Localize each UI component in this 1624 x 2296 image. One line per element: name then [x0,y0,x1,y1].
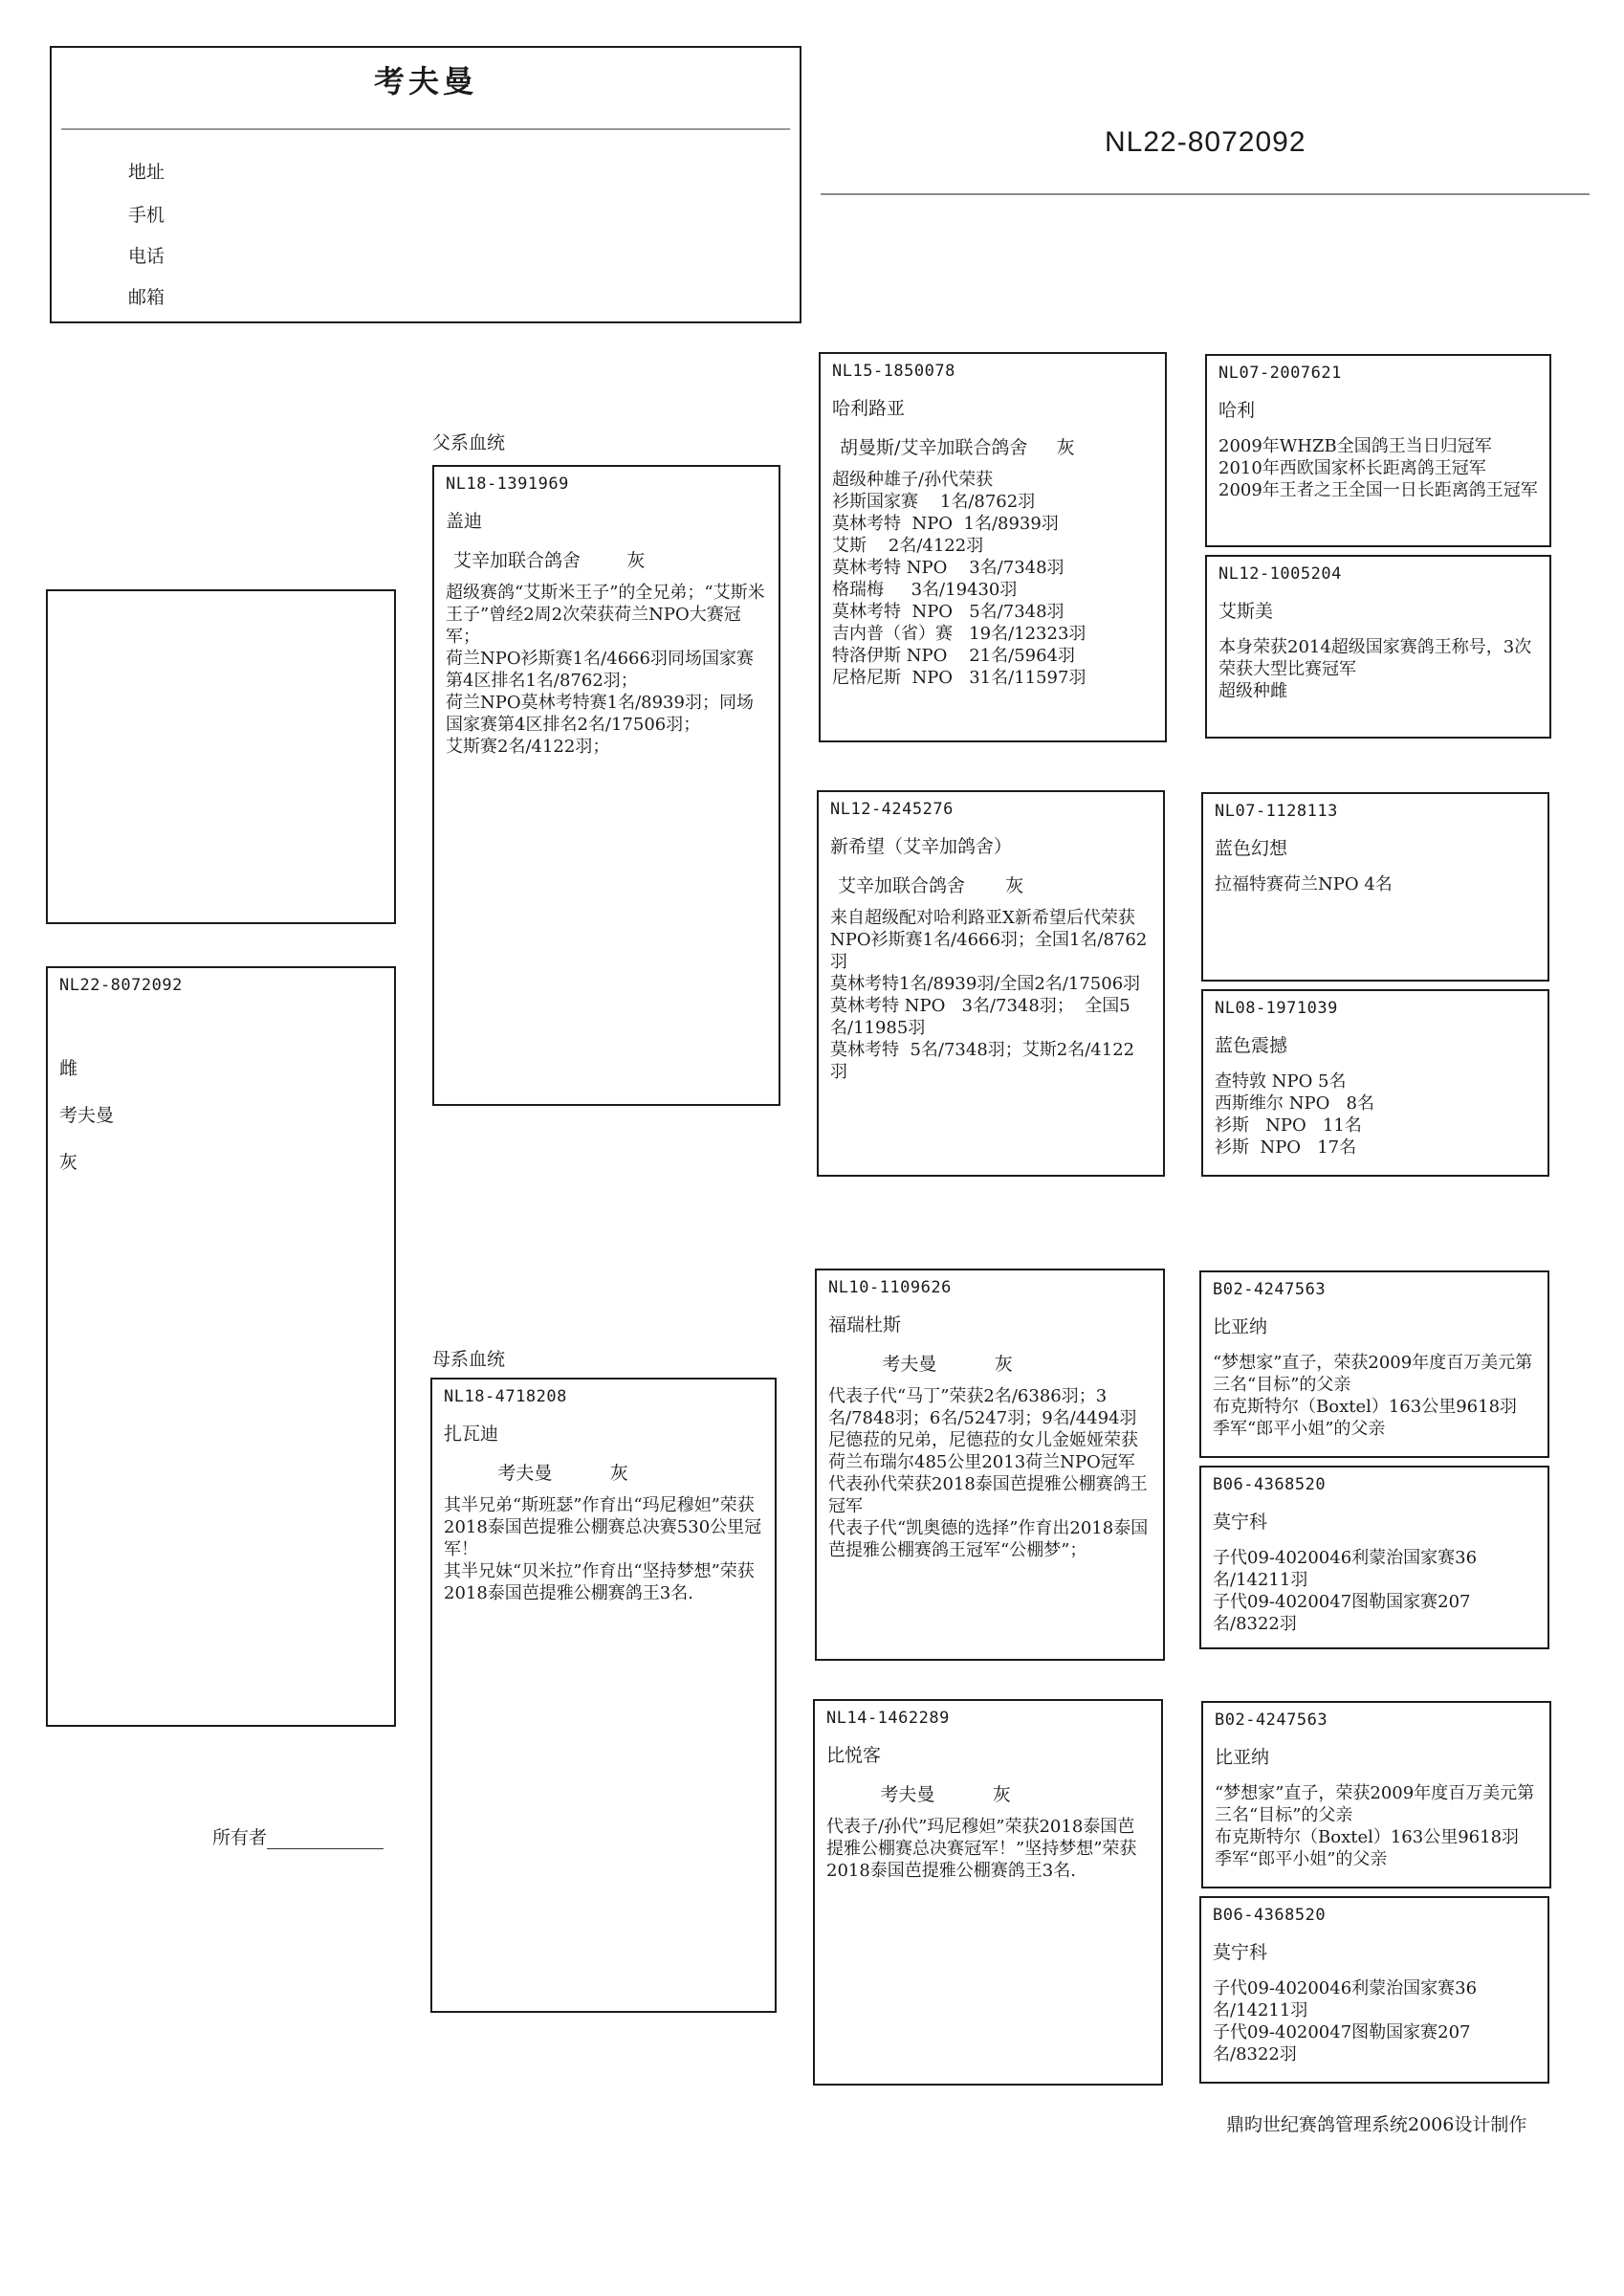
header-box [50,46,801,323]
ddd-line: 子代09-4020047图勒国家赛207名/8322羽 [1213,2022,1471,2064]
ssd-line: 本身荣获2014超级国家赛鸽王称号，3次荣获大型比赛冠军 [1218,637,1532,679]
ds-name: 福瑞杜斯 [828,1314,902,1336]
dam-sire-card [815,1269,1165,1661]
owner-label: 所有者 [212,1827,268,1848]
dss-line: 布克斯特尔（Boxtel）163公里9618羽 [1213,1397,1518,1417]
photo-frame [46,589,396,924]
dds-line: 季军“郎平小姐”的父亲 [1215,1849,1388,1869]
dds-line: 布克斯特尔（Boxtel）163公里9618羽 [1215,1827,1520,1847]
ss-line: 艾斯 2名/4122羽 [832,536,984,556]
ss-owner: 胡曼斯/艾辛加联合鸽舍 灰 [840,437,1075,458]
sdd-line: 衫斯 NPO 17名 [1215,1137,1357,1158]
ssd-name: 艾斯美 [1218,601,1274,622]
dam-line: 其半兄妹“贝米拉”作育出“坚持梦想”荣获2018泰国芭提雅公棚赛鸽王3名. [444,1561,755,1603]
sire-owner: 艾辛加联合鸽舍 灰 [453,550,646,571]
dss-line: “梦想家”直子，荣获2009年度百万美元第三名“目标”的父亲 [1213,1353,1533,1395]
email-label: 邮箱 [128,287,165,308]
subject-color: 灰 [59,1152,78,1173]
owner-line [212,1823,384,1849]
sd-line: 来自超级配对哈利路亚X新希望后代荣获 [830,908,1135,928]
dds-card [1201,1701,1551,1888]
dss-line: 季军“郎平小姐”的父亲 [1213,1419,1386,1439]
dd-name: 比悦客 [826,1745,882,1766]
owner-title: 考夫曼 [373,63,477,99]
sds-ring: NL07-1128113 [1215,802,1338,821]
ss-line: 衫斯国家赛 1名/8762羽 [832,492,1036,512]
ddd-card [1199,1896,1549,2084]
sire-name: 盖迪 [446,511,483,532]
owner-blank [267,1831,384,1849]
header-divider [61,128,790,130]
ss-ring: NL15-1850078 [832,362,955,381]
ds-owner: 考夫曼 灰 [836,1354,1013,1375]
ring-underline [821,193,1590,195]
sdd-line: 西斯维尔 NPO 8名 [1215,1093,1374,1114]
dd-owner: 考夫曼 灰 [834,1784,1011,1805]
sss-line: 2009年WHZB全国鸽王当日归冠军 [1218,436,1492,456]
sire-line: 超级赛鸽“艾斯米王子”的全兄弟；“艾斯米王子”曾经2周2次荣获荷兰NPO大赛冠军； [446,583,765,647]
dd-line: 代表子/孙代”玛尼穆妲”荣获2018泰国芭提雅公棚赛总决赛冠军！”坚持梦想”荣获2018泰国芭提雅公棚赛鸽王3名. [826,1817,1137,1881]
dam-name: 扎瓦迪 [444,1424,499,1445]
subject-name: 考夫曼 [59,1105,115,1126]
sire-ring: NL18-1391969 [446,475,569,494]
sdd-name: 蓝色震撼 [1215,1035,1288,1056]
dds-ring: B02-4247563 [1215,1711,1328,1730]
ssd-ring: NL12-1005204 [1218,564,1342,584]
ds-line: 代表孙代荣获2018泰国芭提雅公棚赛鸽王冠军 [828,1474,1148,1516]
dsd-ring: B06-4368520 [1213,1475,1327,1494]
sds-line: 拉福特赛荷兰NPO 4名 [1215,874,1393,894]
dsd-card [1199,1466,1549,1649]
dsd-line: 子代09-4020047图勒国家赛207名/8322羽 [1213,1592,1471,1634]
ss-line: 特洛伊斯 NPO 21名/5964羽 [832,646,1076,666]
subject-card [46,966,396,1727]
sire-dam-card [817,790,1165,1177]
sdd-line: 查特敦 NPO 5名 [1215,1071,1347,1092]
ss-line: 莫林考特 NPO 1名/8939羽 [832,514,1059,534]
sd-name: 新希望（艾辛加鸽舍） [830,836,1013,857]
ss-line: 莫林考特 NPO 3名/7348羽 [832,558,1064,578]
sdd-ring: NL08-1971039 [1215,999,1338,1018]
dam-section-label: 母系血统 [432,1349,506,1370]
dsd-name: 莫宁科 [1213,1512,1268,1533]
subject-ring: NL22-8072092 [59,976,183,995]
sd-owner: 艾辛加联合鸽舍 灰 [838,875,1024,896]
sire-line: 艾斯赛2名/4122羽； [446,737,610,757]
ddd-ring: B06-4368520 [1213,1906,1327,1925]
ss-line: 尼格尼斯 NPO 31名/11597羽 [832,668,1086,688]
ssd-card [1205,555,1551,739]
address-label: 地址 [128,162,165,183]
sds-name: 蓝色幻想 [1215,838,1288,859]
dsd-line: 子代09-4020046利蒙治国家赛36名/14211羽 [1213,1548,1478,1590]
dam-ring: NL18-4718208 [444,1387,567,1406]
sds-card [1201,792,1549,982]
mobile-label: 手机 [128,205,165,226]
sss-ring: NL07-2007621 [1218,364,1342,383]
sdd-card [1201,989,1549,1177]
ds-line: 尼德菈的兄弟，尼德菈的女儿金姬娅荣获荷兰布瑞尔485公里2013荷兰NPO冠军 [828,1430,1138,1472]
dss-name: 比亚纳 [1213,1316,1268,1337]
dss-card [1199,1270,1549,1458]
subject-sex: 雌 [59,1058,78,1079]
sss-line: 2010年西欧国家杯长距离鸽王冠军 [1218,458,1486,478]
ss-name: 哈利路亚 [832,398,906,419]
sdd-line: 衫斯 NPO 11名 [1215,1115,1362,1136]
ds-ring: NL10-1109626 [828,1278,952,1297]
sire-line: 荷兰NPO莫林考特赛1名/8939羽；同场国家赛第4区排名2名/17506羽； [446,693,754,735]
ssd-line: 超级种雌 [1218,681,1287,701]
sire-line: 荷兰NPO衫斯赛1名/4666羽同场国家赛第4区排名1名/8762羽； [446,649,754,691]
dds-line: “梦想家”直子，荣获2009年度百万美元第三名“目标”的父亲 [1215,1783,1535,1825]
ss-line: 格瑞梅 3名/19430羽 [832,580,1018,600]
sd-line: 莫林考特1名/8939羽/全国2名/17506羽 [830,974,1141,994]
sss-name: 哈利 [1218,400,1256,421]
dd-ring: NL14-1462289 [826,1709,950,1728]
sire-section-label: 父系血统 [432,432,506,453]
dam-dam-card [813,1699,1163,2086]
dam-card [430,1378,777,2013]
sd-line: 莫林考特 5名/7348羽；艾斯2名/4122羽 [830,1040,1135,1082]
ds-line: 代表子代“凯奥德的选择”作育出2018泰国芭提雅公棚赛鸽王冠军“公棚梦”； [828,1518,1149,1560]
sss-line: 2009年王者之王全国一日长距离鸽王冠军 [1218,480,1538,500]
sd-line: NPO衫斯赛1名/4666羽；全国1名/8762羽 [830,930,1148,972]
ss-line: 超级种雄子/孙代荣获 [832,470,994,490]
sd-line: 莫林考特 NPO 3名/7348羽； 全国5名/11985羽 [830,996,1130,1038]
sd-ring: NL12-4245276 [830,800,954,819]
phone-label: 电话 [128,246,165,267]
ds-line: 代表子代“马丁”荣获2名/6386羽；3名/7848羽；6名/5247羽；9名/4494羽 [828,1386,1137,1428]
footer-credit: 鼎昀世纪赛鸽管理系统2006设计制作 [1226,2114,1527,2135]
ss-line: 莫林考特 NPO 5名/7348羽 [832,602,1064,622]
sire-card [432,465,780,1106]
main-ring-number: NL22-8072092 [1105,126,1306,158]
sss-card [1205,354,1551,547]
dam-owner: 考夫曼 灰 [451,1463,628,1484]
sire-sire-card [819,352,1167,742]
dam-line: 其半兄弟“斯班瑟”作育出“玛尼穆妲”荣获2018泰国芭提雅公棚赛总决赛530公里冠军！ [444,1495,762,1559]
ddd-line: 子代09-4020046利蒙治国家赛36名/14211羽 [1213,1978,1478,2020]
dss-ring: B02-4247563 [1213,1280,1327,1299]
dds-name: 比亚纳 [1215,1747,1270,1768]
ss-line: 吉内普（省）赛 19名/12323羽 [832,624,1086,644]
ddd-name: 莫宁科 [1213,1942,1268,1963]
